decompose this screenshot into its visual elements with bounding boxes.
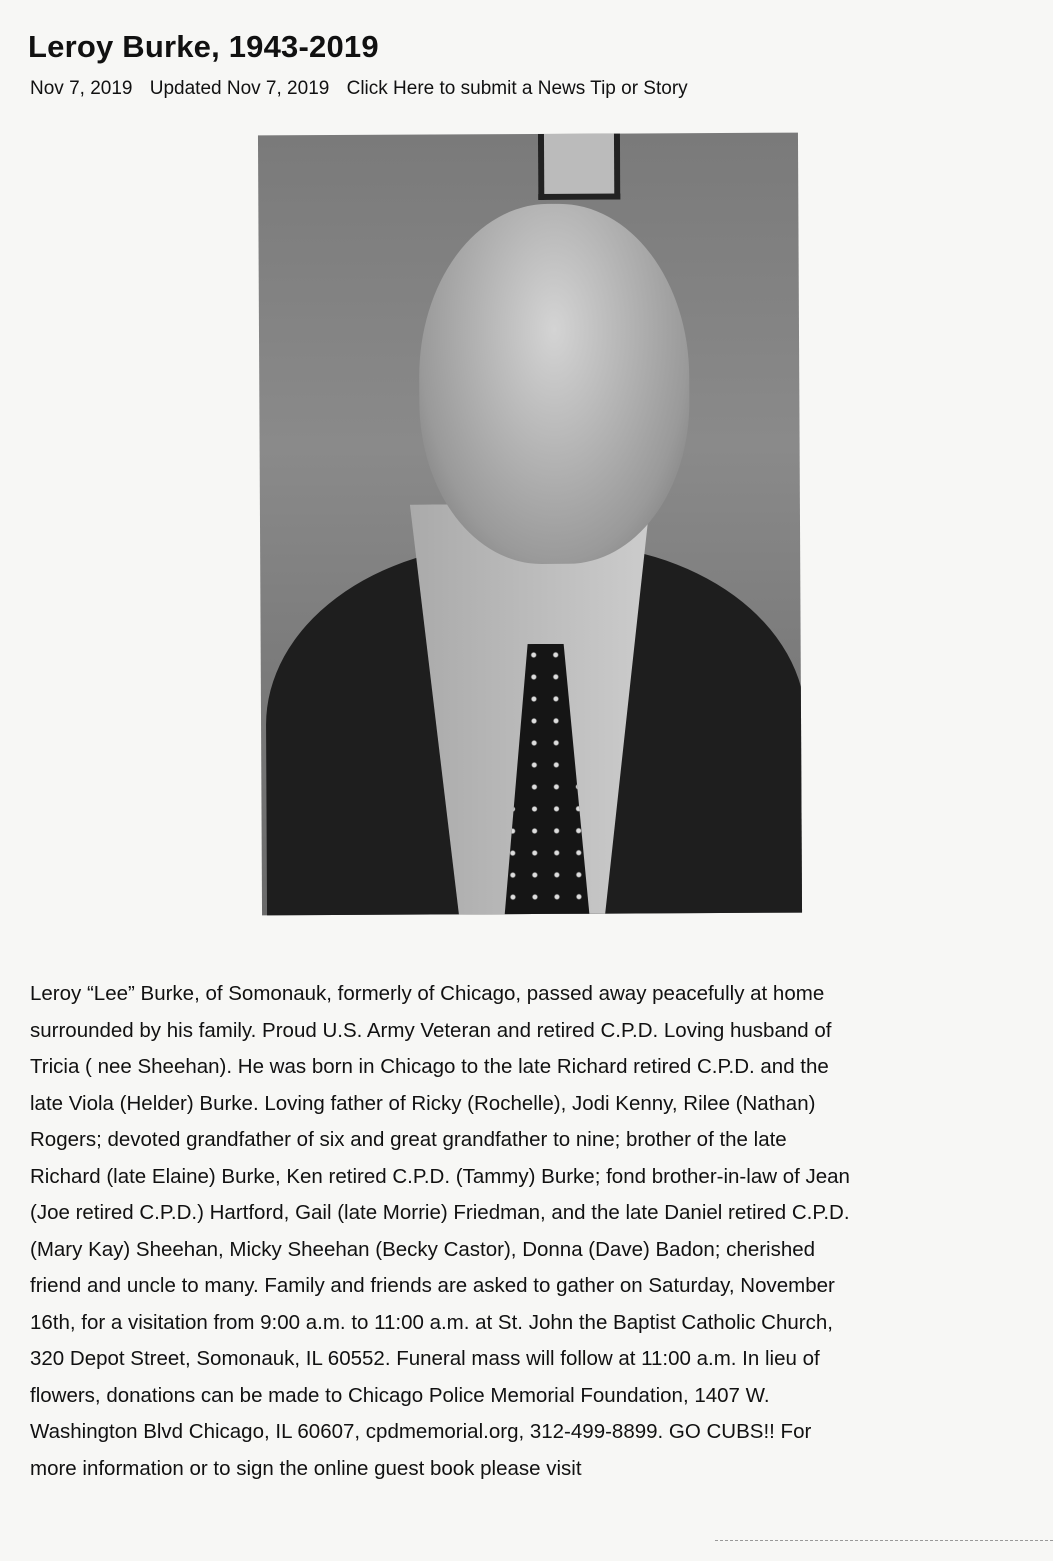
page-title: Leroy Burke, 1943-2019 [28, 28, 379, 64]
obituary-line: Rogers; devoted grandfather of six and great grandfather to nine; brother of the late [30, 1128, 787, 1151]
obituary-line: (Mary Kay) Sheehan, Micky Sheehan (Becky Castor), Donna (Dave) Badon; cherished [30, 1237, 816, 1261]
divider [715, 1540, 1053, 1541]
face [418, 203, 690, 564]
wall-lamp [538, 134, 620, 200]
obituary-line: late Viola (Helder) Burke. Loving father of Ricky (Rochelle), Jodi Kenny, Rilee (Nathan) [30, 1091, 816, 1115]
obituary-line: 320 Depot Street, Somonauk, IL 60552. Funeral mass will follow at 11:00 a.m. In lieu of [30, 1347, 820, 1370]
published-date: Nov 7, 2019 [30, 78, 133, 99]
obituary-line: 16th, for a visitation from 9:00 a.m. to 11:00 a.m. at St. John the Baptist Catholic Church, [30, 1310, 833, 1334]
obituary-line: more information or to sign the online guest book please visit [30, 1456, 582, 1480]
obituary-line: Tricia ( nee Sheehan). He was born in Chicago to the late Richard retired C.P.D. and the [30, 1055, 829, 1078]
obituary-line: Washington Blvd Chicago, IL 60607, cpdmemorial.org, 312-499-8899. GO CUBS!! For [30, 1420, 812, 1443]
article-meta [30, 78, 688, 100]
obituary-line: (Joe retired C.P.D.) Hartford, Gail (late Morrie) Friedman, and the late Daniel retired C.P.D. [30, 1201, 850, 1224]
obituary-line: Richard (late Elaine) Burke, Ken retired C.P.D. (Tammy) Burke; fond brother-in-law of Jean [30, 1164, 850, 1188]
obituary-line: surrounded by his family. Proud U.S. Army Veteran and retired C.P.D. Loving husband of [30, 1018, 832, 1042]
obituary-line: friend and uncle to many. Family and friends are asked to gather on Saturday, November [30, 1274, 835, 1297]
obituary-line: Leroy “Lee” Burke, of Somonauk, formerly of Chicago, passed away peacefully at home [30, 982, 825, 1005]
portrait-photo [258, 133, 802, 916]
submit-news-tip-link[interactable]: Click Here to submit a News Tip or Story [346, 78, 688, 99]
obituary-line: flowers, donations can be made to Chicago Police Memorial Foundation, 1407 W. [30, 1383, 770, 1407]
obituary-text [30, 976, 1040, 1487]
updated-date: Updated Nov 7, 2019 [149, 78, 330, 99]
